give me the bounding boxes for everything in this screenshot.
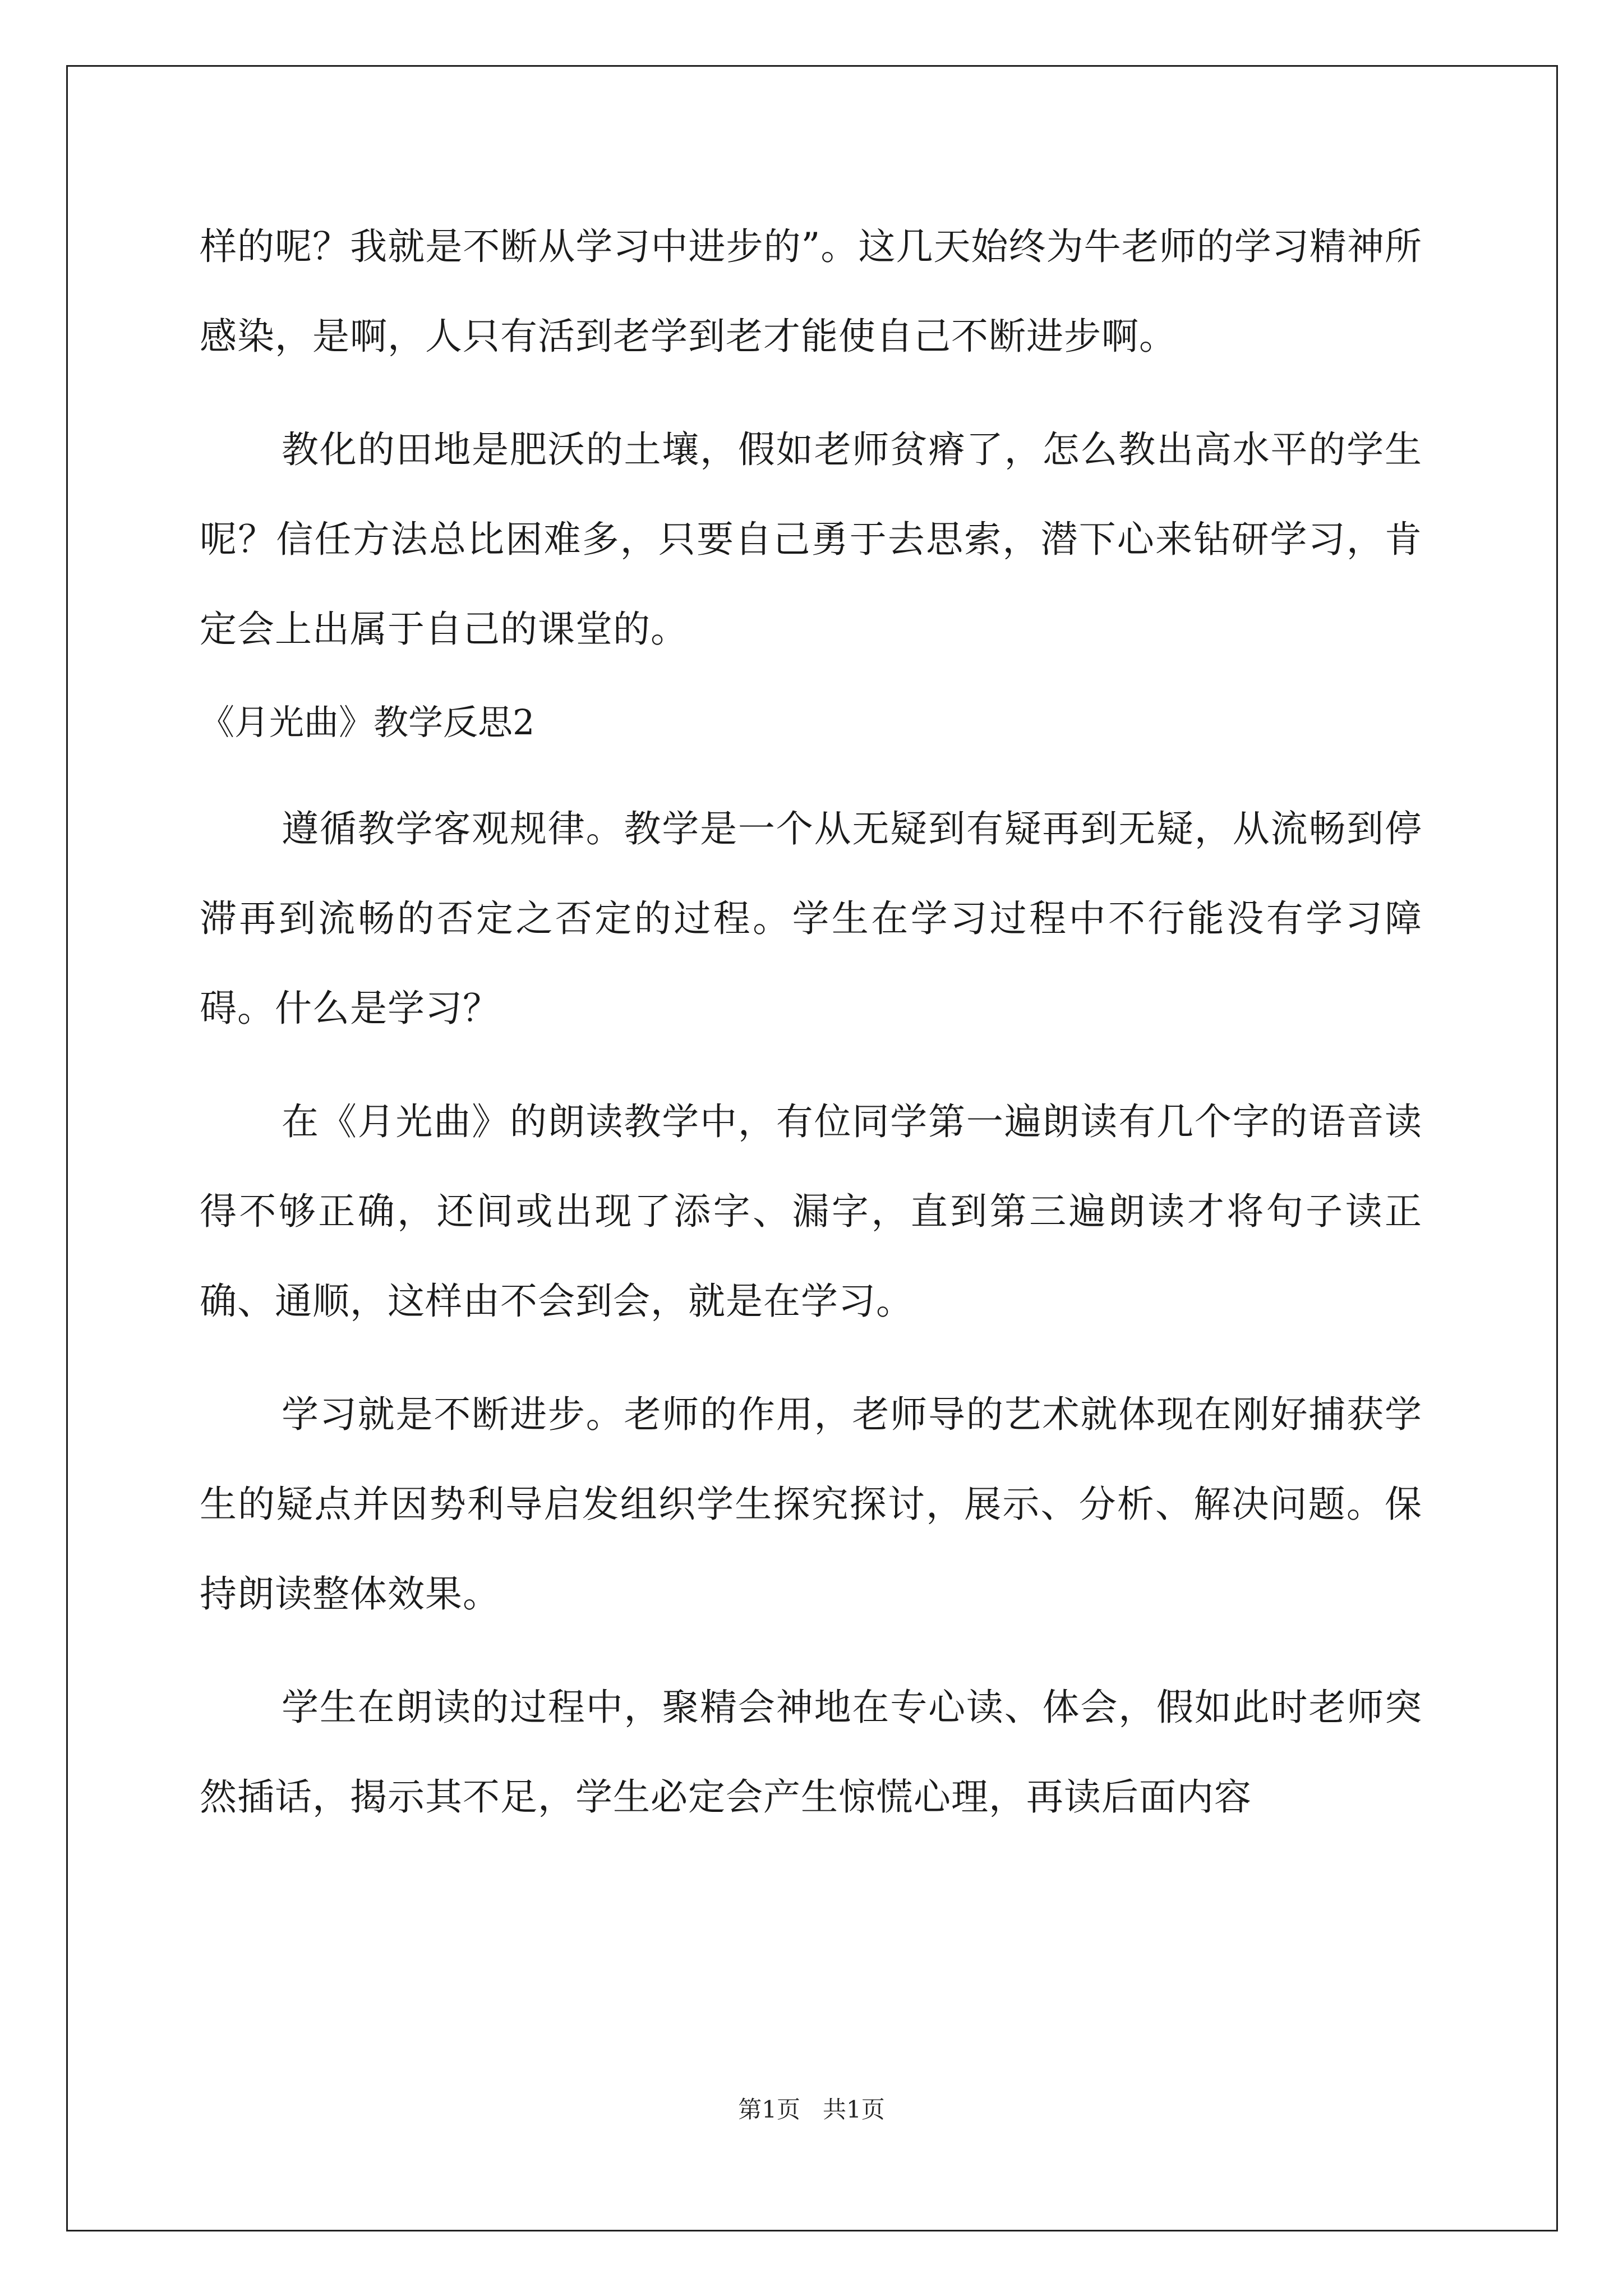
paragraph-5: 学习就是不断进步。老师的作用，老师导的艺术就体现在刚好捕获学生的疑点并因势利导启发组织学生探究探讨，展示、分析、解决问题。保持朗读整体效果。: [200, 1393, 1422, 1616]
paragraph-4: 在《月光曲》的朗读教学中，有位同学第一遍朗读有几个字的语音读得不够正确，还间或出现了添字、漏字，直到第三遍朗读才将句子读正确、通顺，这样由不会到会，就是在学习。: [200, 1100, 1422, 1323]
page-footer: 第1页 共1页: [738, 2096, 885, 2123]
document-body: [200, 202, 1422, 1842]
paragraph-1: 样的呢？我就是不断从学习中进步的”。这几天始终为牛老师的学习精神所感染，是啊，人只有活到老学到老才能使自己不断进步啊。: [200, 225, 1422, 358]
paragraph-3: 遵循教学客观规律。教学是一个从无疑到有疑再到无疑，从流畅到停滞再到流畅的否定之否定的过程。学生在学习过程中不行能没有学习障碍。什么是学习？: [200, 807, 1422, 1030]
section-heading: 《月光曲》教学反思2: [200, 702, 535, 743]
paragraph-6: 学生在朗读的过程中，聚精会神地在专心读、体会，假如此时老师突然插话，揭示其不足，学生必定会产生惊慌心理，再读后面内容: [200, 1686, 1422, 1819]
paragraph-2: 教化的田地是肥沃的土壤，假如老师贫瘠了，怎么教出高水平的学生呢？信任方法总比困难多，只要自己勇于去思索，潜下心来钻研学习，肯定会上出属于自己的课堂的。: [200, 428, 1422, 651]
